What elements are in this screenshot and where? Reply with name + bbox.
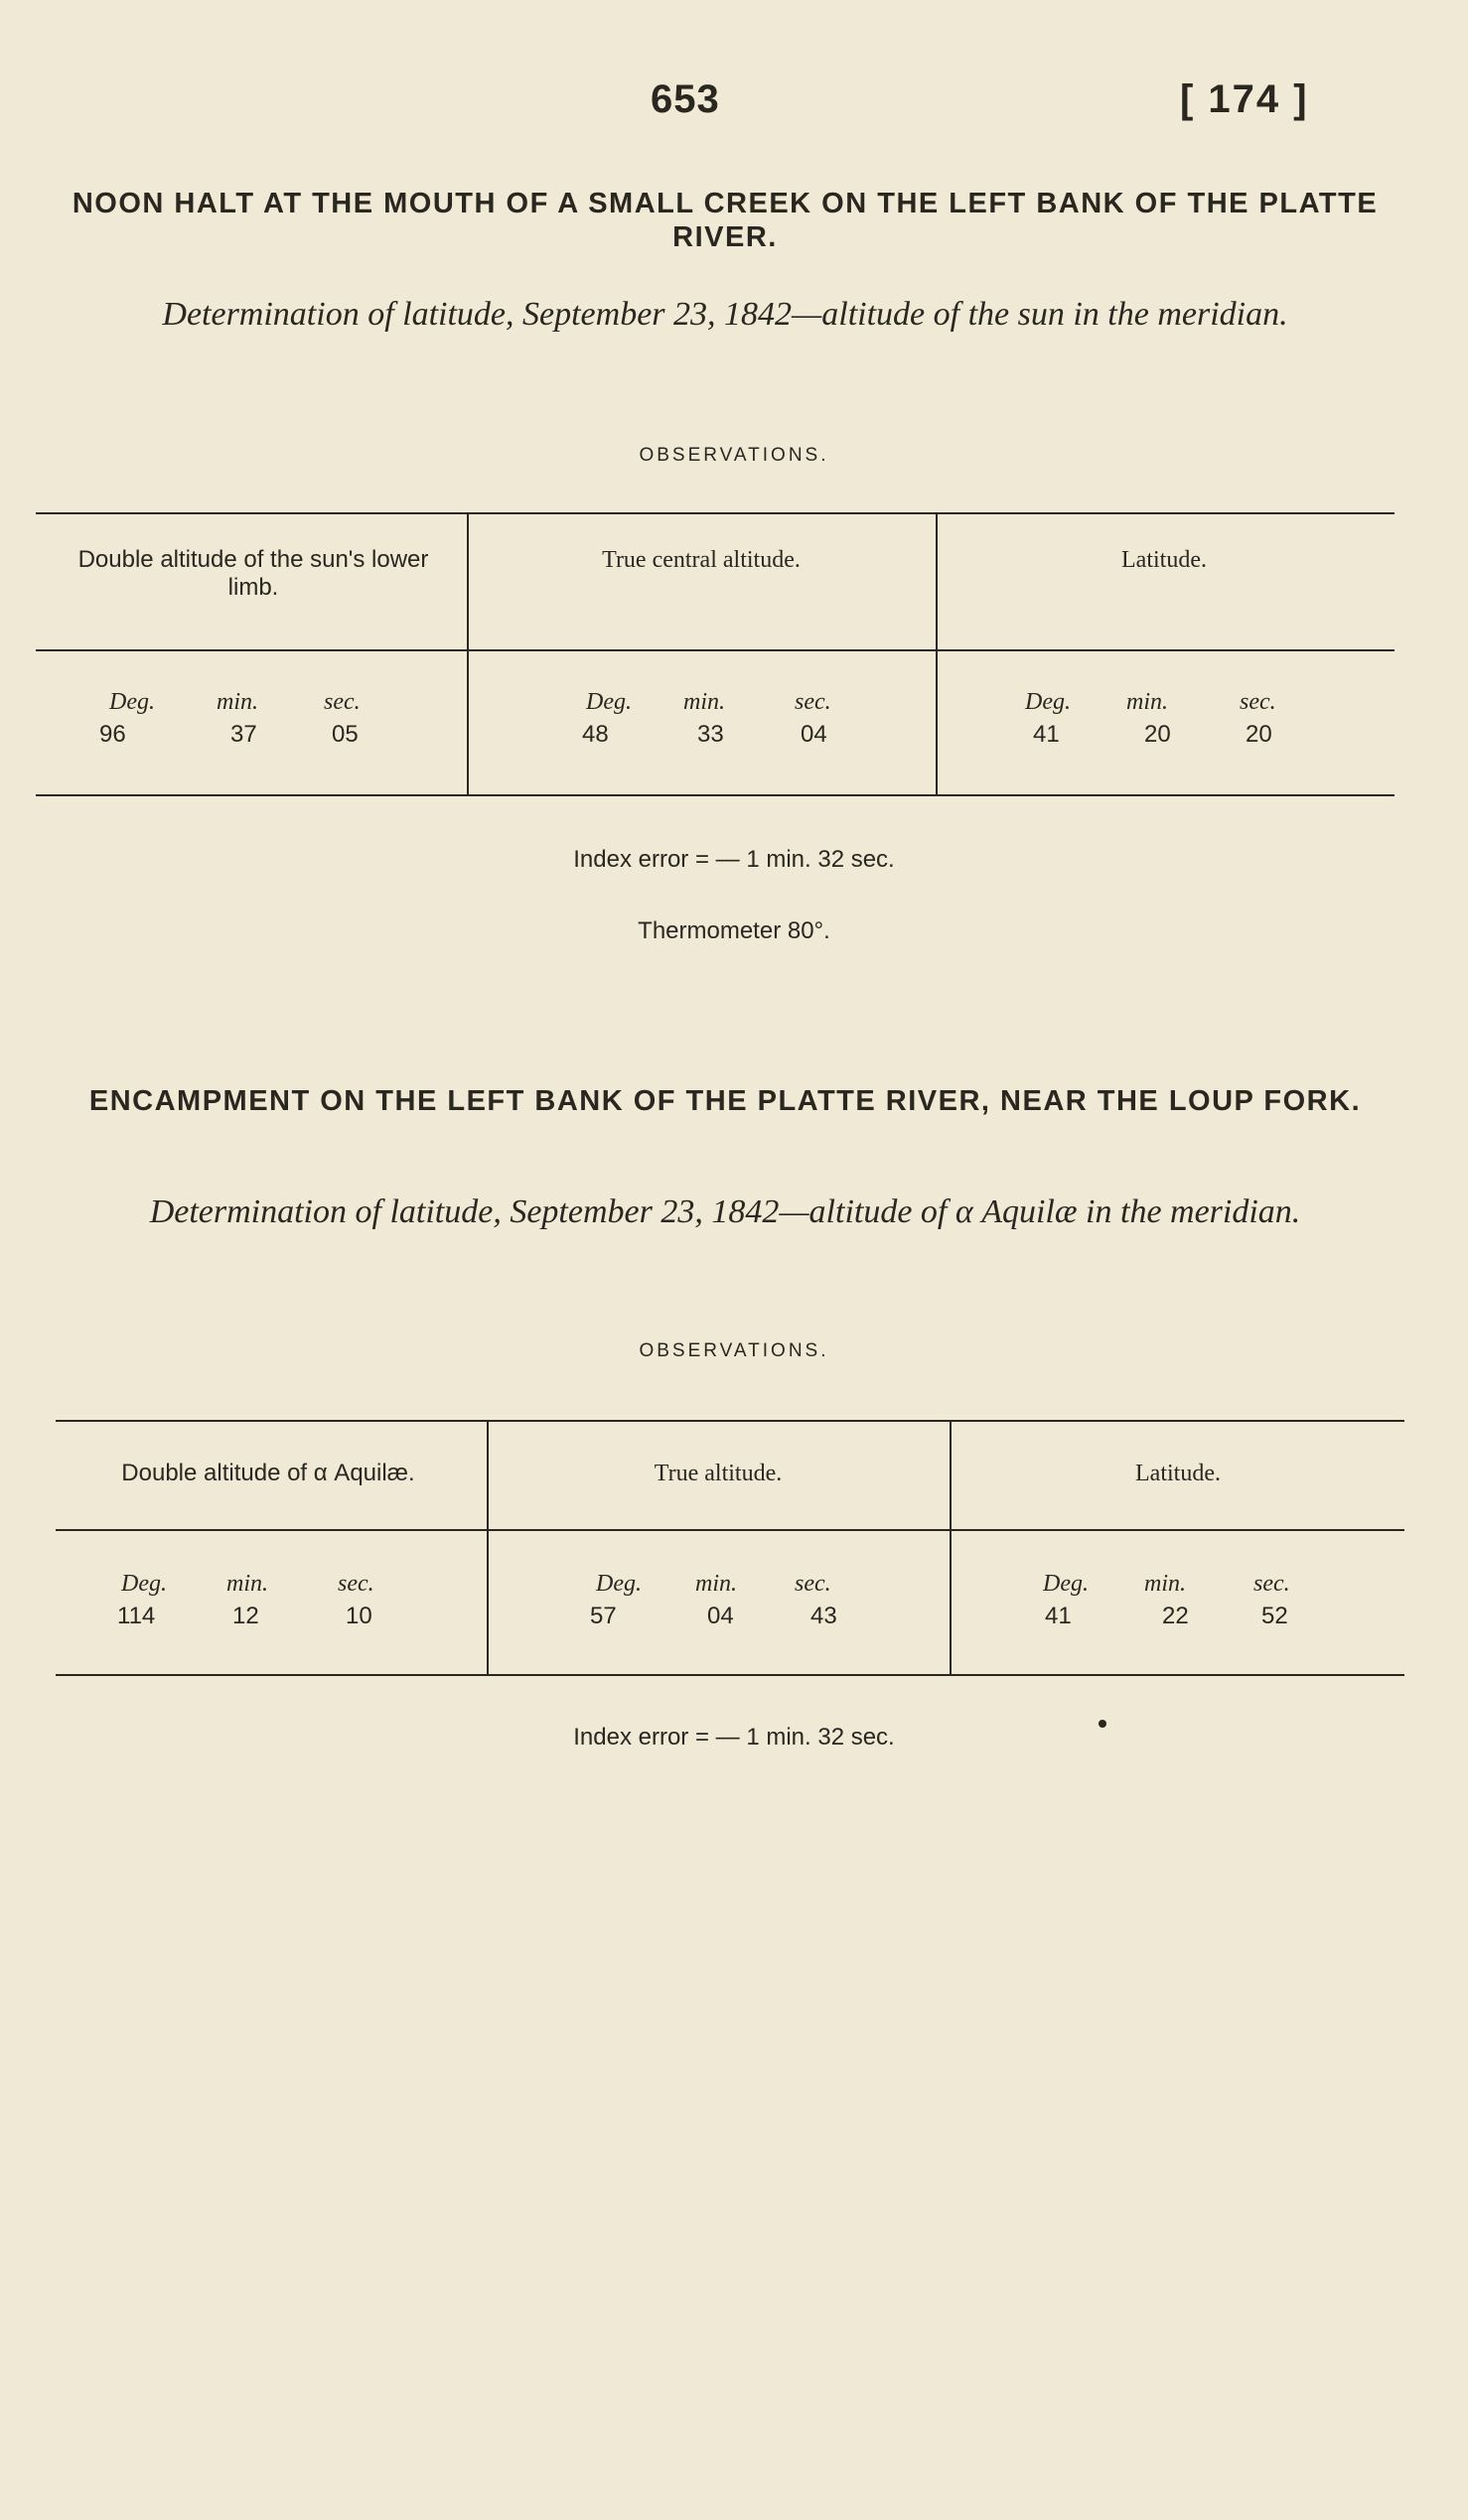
section1-thermometer: Thermometer 80°. bbox=[638, 917, 830, 944]
page-number: [ 174 ] bbox=[1180, 77, 1309, 121]
ink-speck bbox=[1099, 1720, 1106, 1728]
cell-value: 48 bbox=[582, 721, 609, 748]
unit-label: min. bbox=[683, 689, 725, 715]
column-header: Latitude. bbox=[1135, 1461, 1221, 1486]
unit-label: min. bbox=[1126, 689, 1168, 715]
cell-value: 43 bbox=[810, 1603, 837, 1629]
section1-index-error: Index error = — 1 min. 32 sec. bbox=[573, 846, 895, 873]
unit-label: min. bbox=[695, 1571, 737, 1597]
cell-value: 05 bbox=[332, 721, 359, 748]
section2-index-error: Index error = — 1 min. 32 sec. bbox=[573, 1724, 895, 1750]
cell-value: 37 bbox=[230, 721, 257, 748]
section1-determination: Determination of latitude, September 23, 1842—altitude of the sun in the meridian. bbox=[162, 296, 1288, 333]
unit-label: Deg. bbox=[109, 689, 155, 715]
column-header: True central altitude. bbox=[602, 547, 801, 573]
unit-label: Deg. bbox=[1043, 1571, 1089, 1597]
unit-label: min. bbox=[217, 689, 258, 715]
table-rule bbox=[36, 512, 1395, 514]
section1-observations-label: OBSERVATIONS. bbox=[639, 445, 829, 466]
cell-value: 114 bbox=[117, 1603, 156, 1629]
cell-value: 41 bbox=[1033, 721, 1060, 748]
column-header: Double altitude of α Aquilæ. bbox=[121, 1460, 415, 1486]
section2-heading: ENCAMPMENT ON THE LEFT BANK OF THE PLATTE RIVER, NEAR THE LOUP FORK. bbox=[88, 1085, 1362, 1117]
header-left-number: 653 bbox=[651, 77, 720, 121]
table-rule bbox=[36, 794, 1395, 796]
table-rule bbox=[56, 1674, 1404, 1676]
cell-value: 33 bbox=[697, 721, 724, 748]
section1-heading: NOON HALT AT THE MOUTH OF A SMALL CREEK ON THE LEFT BANK OF THE PLATTE RIVER. bbox=[72, 188, 1379, 253]
unit-label: min. bbox=[1144, 1571, 1186, 1597]
cell-value: 10 bbox=[346, 1603, 372, 1629]
unit-label: min. bbox=[226, 1571, 268, 1597]
unit-label: sec. bbox=[795, 689, 831, 715]
table-divider bbox=[936, 512, 938, 794]
section2-determination: Determination of latitude, September 23, 1842—altitude of α Aquilæ in the meridian. bbox=[149, 1193, 1301, 1230]
unit-label: sec. bbox=[795, 1571, 831, 1597]
cell-value: 20 bbox=[1246, 721, 1272, 748]
unit-label: Deg. bbox=[586, 689, 632, 715]
cell-value: 57 bbox=[590, 1603, 617, 1629]
unit-label: sec. bbox=[324, 689, 361, 715]
cell-value: 12 bbox=[232, 1603, 259, 1629]
cell-value: 96 bbox=[99, 721, 126, 748]
cell-value: 04 bbox=[707, 1603, 734, 1629]
cell-value: 04 bbox=[801, 721, 827, 748]
column-header: True altitude. bbox=[654, 1461, 783, 1486]
cell-value: 41 bbox=[1045, 1603, 1072, 1629]
table-rule bbox=[56, 1420, 1404, 1422]
column-header: Latitude. bbox=[1121, 547, 1207, 573]
unit-label: Deg. bbox=[1025, 689, 1071, 715]
section2-observations-label: OBSERVATIONS. bbox=[639, 1340, 829, 1361]
table-divider bbox=[467, 512, 469, 794]
unit-label: sec. bbox=[1240, 689, 1276, 715]
column-header: Double altitude of the sun's lower limb. bbox=[77, 546, 429, 601]
unit-label: sec. bbox=[338, 1571, 374, 1597]
cell-value: 22 bbox=[1162, 1603, 1189, 1629]
table-rule bbox=[36, 649, 1395, 651]
unit-label: Deg. bbox=[596, 1571, 642, 1597]
cell-value: 52 bbox=[1261, 1603, 1288, 1629]
table-divider bbox=[950, 1420, 952, 1674]
table-rule bbox=[56, 1529, 1404, 1531]
unit-label: sec. bbox=[1253, 1571, 1290, 1597]
unit-label: Deg. bbox=[121, 1571, 167, 1597]
table-divider bbox=[487, 1420, 489, 1674]
cell-value: 20 bbox=[1144, 721, 1171, 748]
